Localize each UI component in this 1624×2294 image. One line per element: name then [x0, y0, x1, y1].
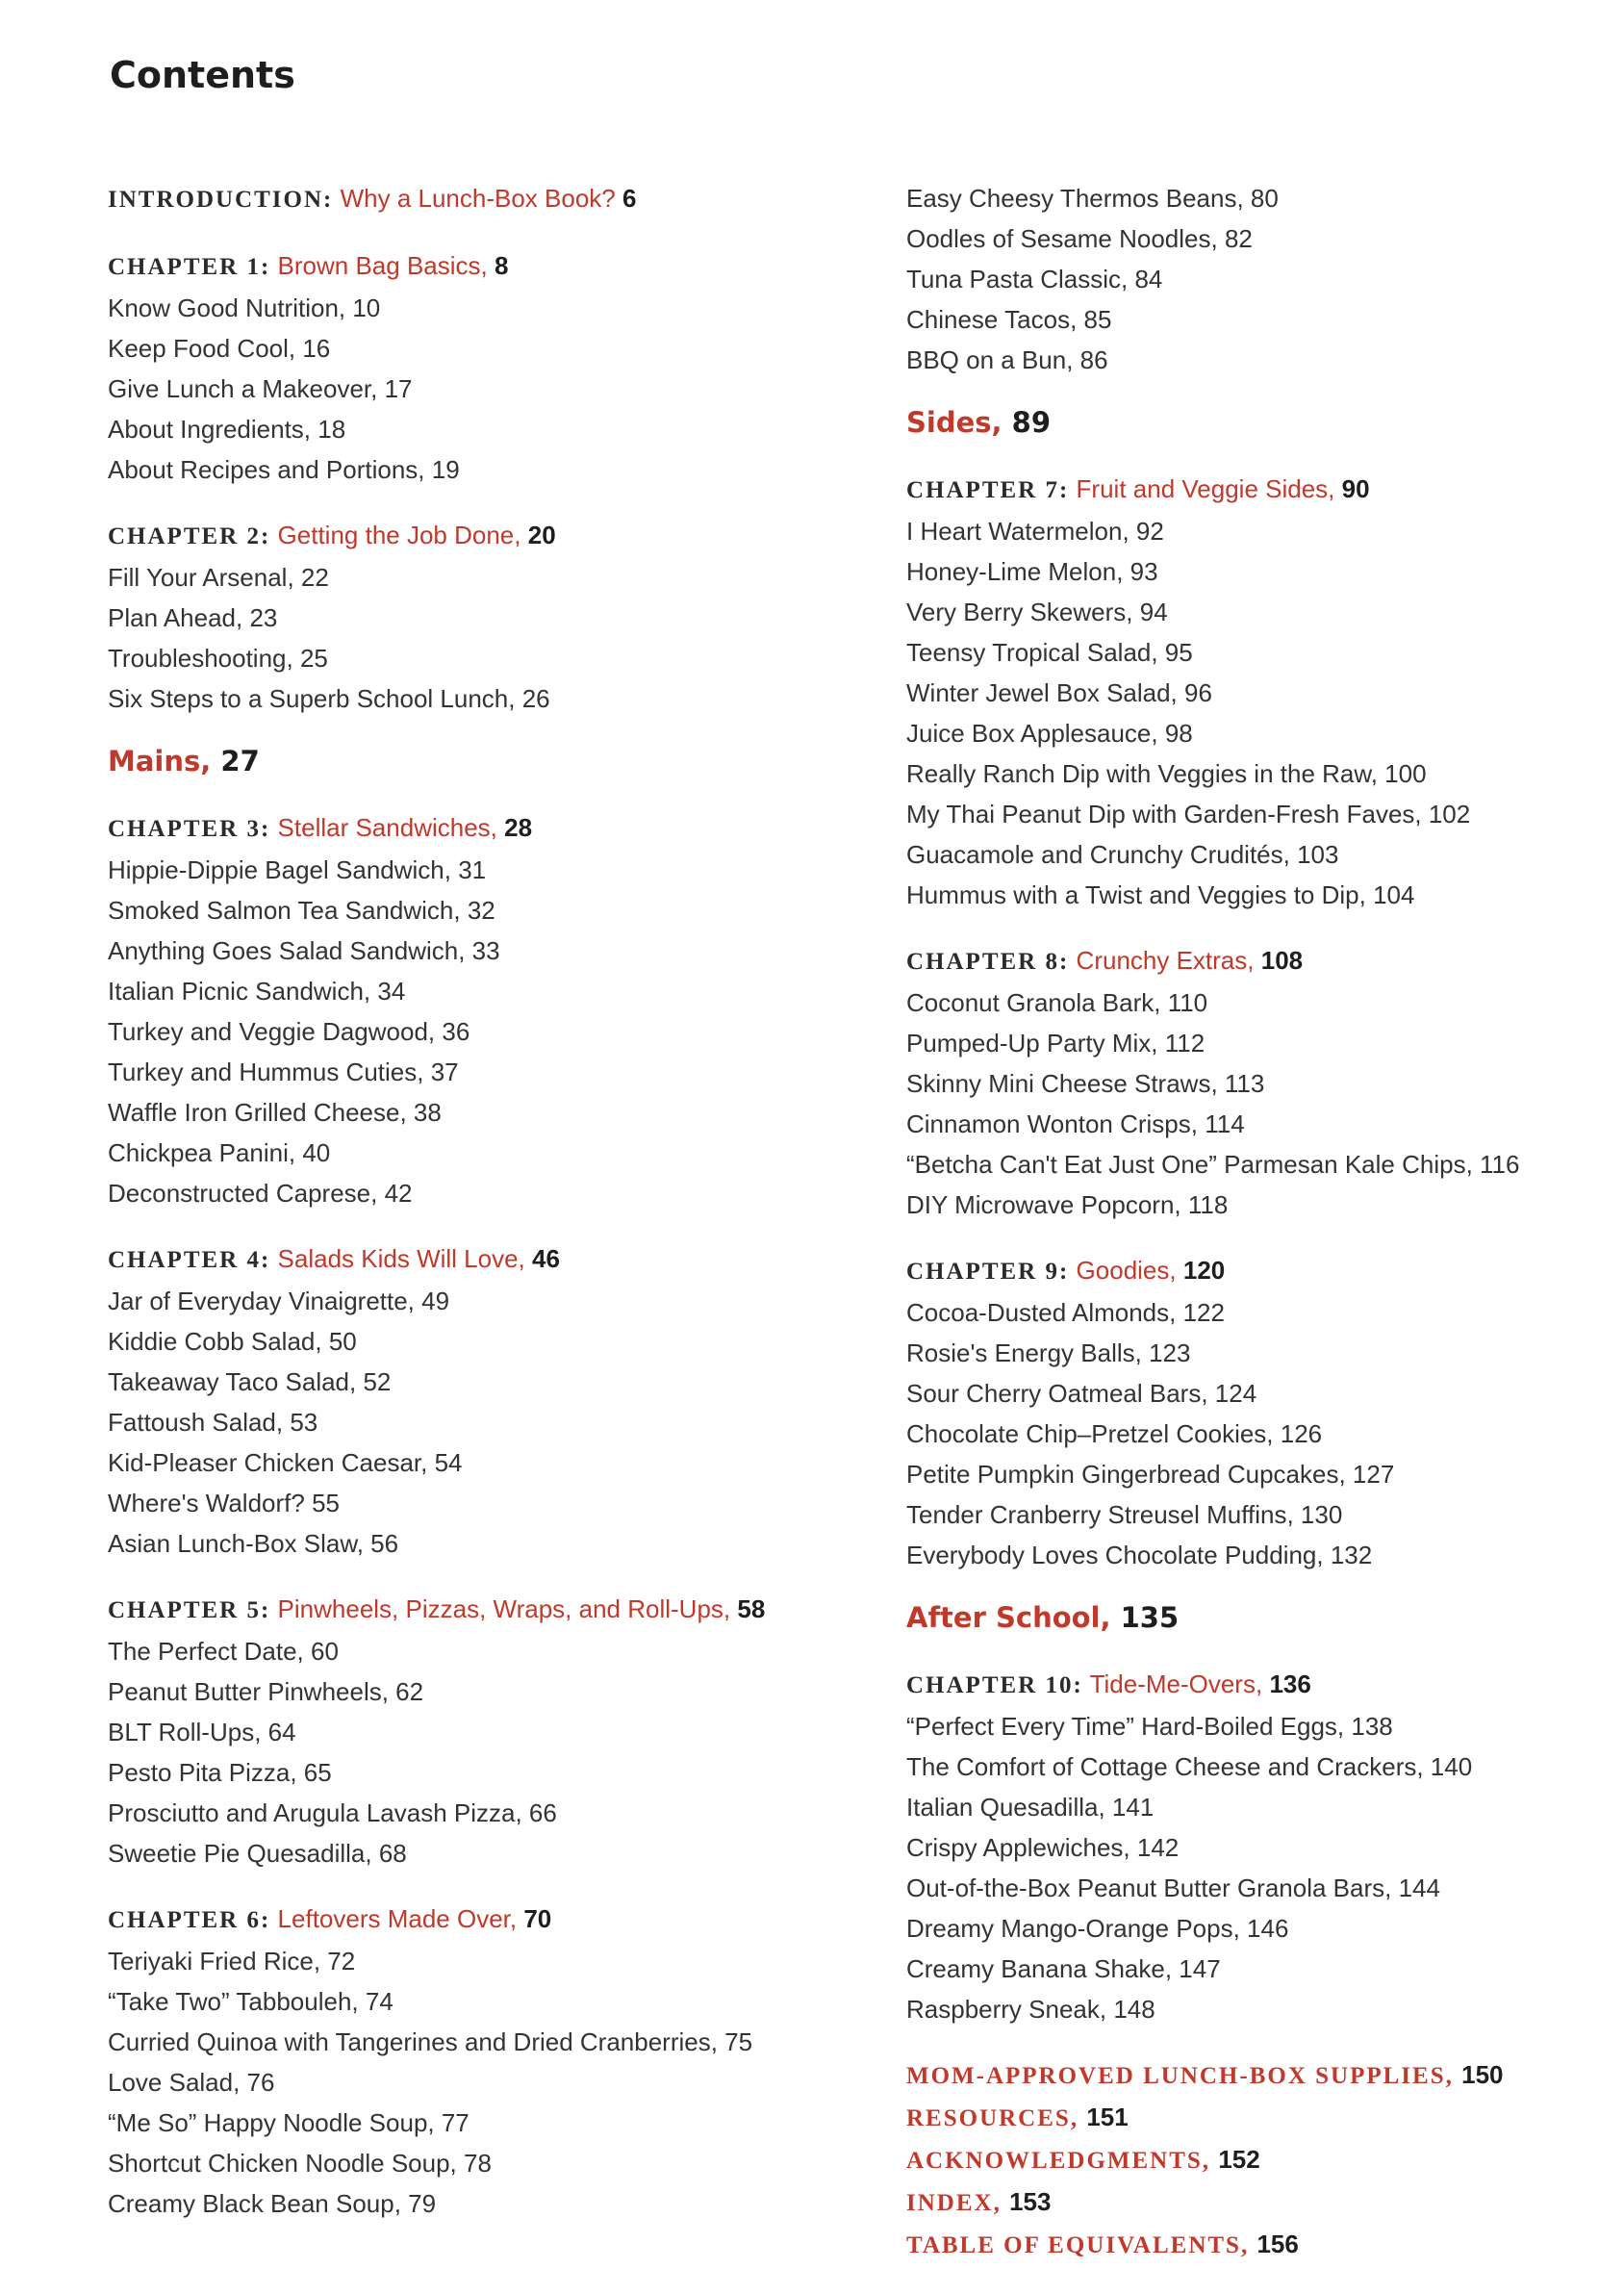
toc-entry: Chocolate Chip–Pretzel Cookies, 126 [906, 1419, 1323, 1448]
toc-entry: Guacamole and Crunchy Crudités, 103 [906, 840, 1339, 869]
toc-entry: Hippie-Dippie Bagel Sandwich, 31 [108, 855, 487, 884]
toc-entry: Smoked Salmon Tea Sandwich, 32 [108, 896, 495, 925]
chapter-label: CHAPTER 8: [906, 949, 1070, 975]
section-page-number: 89 [1011, 406, 1052, 439]
section-page-number: 135 [1120, 1601, 1180, 1634]
chapter-heading [108, 1589, 839, 1631]
toc-entry: Petite Pumpkin Gingerbread Cupcakes, 127 [906, 1460, 1395, 1489]
chapter-page-number: 90 [1341, 474, 1370, 503]
chapter-label: CHAPTER 1: [108, 254, 271, 280]
toc-entry: Winter Jewel Box Salad, 96 [906, 678, 1212, 707]
toc-entry: My Thai Peanut Dip with Garden-Fresh Faves, 102 [906, 800, 1471, 828]
chapter-heading [108, 1899, 839, 1941]
back-matter-page-number: 151 [1086, 2103, 1129, 2131]
toc-entry: Anything Goes Salad Sandwich, 33 [108, 936, 500, 965]
toc-entry: Waffle Iron Grilled Cheese, 38 [108, 1098, 442, 1127]
chapter-title: Salads Kids Will Love, [277, 1244, 525, 1273]
back-matter-item [906, 2054, 1599, 2097]
toc-entry: “Betcha Can't Eat Just One” Parmesan Kale Chips, 116 [906, 1150, 1520, 1179]
toc-right-column [906, 178, 1599, 2266]
chapter-title: Tide-Me-Overs, [1089, 1670, 1263, 1698]
toc-entry: Coconut Granola Bark, 110 [906, 988, 1208, 1017]
chapter-label: CHAPTER 10: [906, 1672, 1083, 1698]
back-matter-item [906, 2181, 1599, 2224]
toc-entry: Teriyaki Fried Rice, 72 [108, 1947, 356, 1975]
chapter-title: Crunchy Extras, [1076, 946, 1255, 975]
chapter-title: Fruit and Veggie Sides, [1076, 474, 1335, 503]
chapter-page-number: 58 [737, 1594, 766, 1623]
back-matter-item [906, 2139, 1599, 2181]
toc-entry: Italian Picnic Sandwich, 34 [108, 977, 406, 1006]
toc-entry: Sour Cherry Oatmeal Bars, 124 [906, 1379, 1257, 1408]
chapter-page-number: 6 [622, 184, 637, 213]
toc-entry: Tender Cranberry Streusel Muffins, 130 [906, 1500, 1343, 1529]
chapter-heading [108, 807, 839, 850]
toc-entry: Where's Waldorf? 55 [108, 1489, 340, 1517]
back-matter-title: MOM-APPROVED LUNCH-BOX SUPPLIES, [906, 2063, 1454, 2089]
chapter-title: Stellar Sandwiches, [277, 813, 497, 842]
toc-entry: Cinnamon Wonton Crisps, 114 [906, 1109, 1245, 1138]
chapter-page-number: 8 [495, 251, 509, 280]
toc-entry: Skinny Mini Cheese Straws, 113 [906, 1069, 1265, 1098]
section-heading [906, 401, 1599, 444]
chapter-heading [906, 1664, 1599, 1706]
toc-entry: Out-of-the-Box Peanut Butter Granola Bars, 144 [906, 1873, 1440, 1902]
toc-entry: Shortcut Chicken Noodle Soup, 78 [108, 2149, 492, 2178]
toc-entry: Creamy Black Bean Soup, 79 [108, 2189, 437, 2218]
toc-entry: Tuna Pasta Classic, 84 [906, 265, 1163, 293]
chapter-label: CHAPTER 3: [108, 816, 271, 842]
toc-entry: Teensy Tropical Salad, 95 [906, 638, 1193, 667]
back-matter-page-number: 156 [1256, 2230, 1299, 2258]
toc-entry: Juice Box Applesauce, 98 [906, 719, 1193, 748]
chapter-title: Why a Lunch-Box Book? [340, 184, 616, 213]
toc-entry: Cocoa-Dusted Almonds, 122 [906, 1298, 1225, 1327]
toc-entry: Really Ranch Dip with Veggies in the Raw, 100 [906, 759, 1427, 788]
chapter-label: INTRODUCTION: [108, 187, 334, 213]
chapter-label: CHAPTER 4: [108, 1247, 271, 1273]
toc-entry: Turkey and Hummus Cuties, 37 [108, 1058, 459, 1086]
toc-entry: Oodles of Sesame Noodles, 82 [906, 224, 1253, 253]
chapter-title: Goodies, [1076, 1256, 1177, 1285]
chapter-page-number: 70 [523, 1904, 552, 1933]
toc-entry: Turkey and Veggie Dagwood, 36 [108, 1017, 470, 1046]
toc-entry: Give Lunch a Makeover, 17 [108, 374, 413, 403]
back-matter-title: ACKNOWLEDGMENTS, [906, 2148, 1211, 2174]
back-matter-list [906, 2054, 1599, 2266]
toc-entry: Dreamy Mango-Orange Pops, 146 [906, 1914, 1289, 1943]
toc-entry: BBQ on a Bun, 86 [906, 345, 1108, 374]
chapter-label: CHAPTER 2: [108, 523, 271, 549]
back-matter-item [906, 2097, 1599, 2139]
toc-entry: Everybody Loves Chocolate Pudding, 132 [906, 1541, 1373, 1569]
section-page-number: 27 [220, 745, 260, 777]
toc-entry: Love Salad, 76 [108, 2068, 275, 2097]
toc-entry: The Perfect Date, 60 [108, 1637, 339, 1666]
toc-entry: Fattoush Salad, 53 [108, 1408, 318, 1437]
back-matter-item [906, 2224, 1599, 2266]
toc-entry: Hummus with a Twist and Veggies to Dip, 104 [906, 880, 1415, 909]
toc-entry: Six Steps to a Superb School Lunch, 26 [108, 684, 550, 713]
chapter-page-number: 20 [527, 521, 556, 549]
section-heading [906, 1596, 1599, 1639]
toc-entry: Asian Lunch-Box Slaw, 56 [108, 1529, 399, 1558]
back-matter-page-number: 153 [1009, 2187, 1052, 2216]
chapter-label: CHAPTER 7: [906, 477, 1070, 503]
chapter-heading [108, 178, 839, 220]
toc-entry: Know Good Nutrition, 10 [108, 293, 381, 322]
chapter-label: CHAPTER 9: [906, 1259, 1070, 1285]
section-title: After School, [906, 1601, 1111, 1634]
toc-entry: Crispy Applewiches, 142 [906, 1833, 1180, 1862]
toc-entry: Raspberry Sneak, 148 [906, 1995, 1155, 2024]
toc-entry: Fill Your Arsenal, 22 [108, 563, 329, 592]
toc-entry: “Take Two” Tabbouleh, 74 [108, 1987, 393, 2016]
toc-entry: Easy Cheesy Thermos Beans, 80 [906, 184, 1279, 213]
toc-entry: Rosie's Energy Balls, 123 [906, 1338, 1191, 1367]
chapter-title: Getting the Job Done, [277, 521, 521, 549]
toc-entry: Very Berry Skewers, 94 [906, 598, 1168, 626]
toc-entry: Italian Quesadilla, 141 [906, 1793, 1155, 1822]
chapter-title: Pinwheels, Pizzas, Wraps, and Roll-Ups, [277, 1594, 731, 1623]
section-title: Mains, [108, 745, 212, 777]
chapter-heading [906, 1250, 1599, 1292]
section-title: Sides, [906, 406, 1002, 439]
toc-entry: Peanut Butter Pinwheels, 62 [108, 1677, 424, 1706]
chapter-label: CHAPTER 5: [108, 1597, 271, 1623]
toc-entry: Honey-Lime Melon, 93 [906, 557, 1158, 586]
chapter-page-number: 108 [1260, 946, 1304, 975]
back-matter-page-number: 152 [1218, 2145, 1260, 2174]
toc-entry: Kid-Pleaser Chicken Caesar, 54 [108, 1448, 463, 1477]
toc-entry: Keep Food Cool, 16 [108, 334, 331, 363]
toc-entry: Sweetie Pie Quesadilla, 68 [108, 1839, 407, 1868]
toc-entry: Pumped-Up Party Mix, 112 [906, 1029, 1205, 1058]
toc-entry: Chickpea Panini, 40 [108, 1138, 331, 1167]
toc-entry: Takeaway Taco Salad, 52 [108, 1367, 392, 1396]
toc-entry: “Me So” Happy Noodle Soup, 77 [108, 2108, 469, 2137]
toc-entry: BLT Roll-Ups, 64 [108, 1718, 296, 1746]
back-matter-page-number: 150 [1461, 2060, 1504, 2089]
toc-entry: Prosciutto and Arugula Lavash Pizza, 66 [108, 1798, 557, 1827]
back-matter-title: RESOURCES, [906, 2105, 1079, 2131]
toc-left-column [108, 178, 839, 2224]
chapter-heading [108, 515, 839, 557]
chapter-title: Leftovers Made Over, [277, 1904, 518, 1933]
toc-entry: I Heart Watermelon, 92 [906, 517, 1164, 546]
chapter-heading [906, 469, 1599, 511]
chapter-page-number: 136 [1269, 1670, 1311, 1698]
chapter-label: CHAPTER 6: [108, 1907, 271, 1933]
chapter-heading [108, 1238, 839, 1281]
chapter-page-number: 28 [504, 813, 533, 842]
chapter-heading [906, 940, 1599, 982]
chapter-title: Brown Bag Basics, [277, 251, 488, 280]
chapter-page-number: 120 [1182, 1256, 1226, 1285]
toc-entry: About Ingredients, 18 [108, 415, 346, 444]
toc-entry: Deconstructed Caprese, 42 [108, 1179, 413, 1208]
page-title: Contents [110, 54, 295, 96]
chapter-page-number: 46 [532, 1244, 560, 1273]
toc-entry: DIY Microwave Popcorn, 118 [906, 1190, 1229, 1219]
back-matter-title: TABLE OF EQUIVALENTS, [906, 2232, 1250, 2258]
toc-entry: Jar of Everyday Vinaigrette, 49 [108, 1287, 450, 1315]
toc-entry: Curried Quinoa with Tangerines and Dried Cranberries, 75 [108, 2027, 753, 2056]
toc-entry: About Recipes and Portions, 19 [108, 455, 460, 484]
back-matter-title: INDEX, [906, 2190, 1002, 2216]
toc-entry: Pesto Pita Pizza, 65 [108, 1758, 332, 1787]
section-heading [108, 740, 839, 782]
toc-entry: Chinese Tacos, 85 [906, 305, 1112, 334]
toc-entry: “Perfect Every Time” Hard-Boiled Eggs, 138 [906, 1712, 1393, 1741]
toc-entry: Creamy Banana Shake, 147 [906, 1954, 1221, 1983]
chapter-heading [108, 245, 839, 288]
toc-entry: Troubleshooting, 25 [108, 644, 328, 673]
toc-entry: Kiddie Cobb Salad, 50 [108, 1327, 357, 1356]
toc-entry: The Comfort of Cottage Cheese and Crackers, 140 [906, 1752, 1473, 1781]
toc-entry: Plan Ahead, 23 [108, 603, 278, 632]
